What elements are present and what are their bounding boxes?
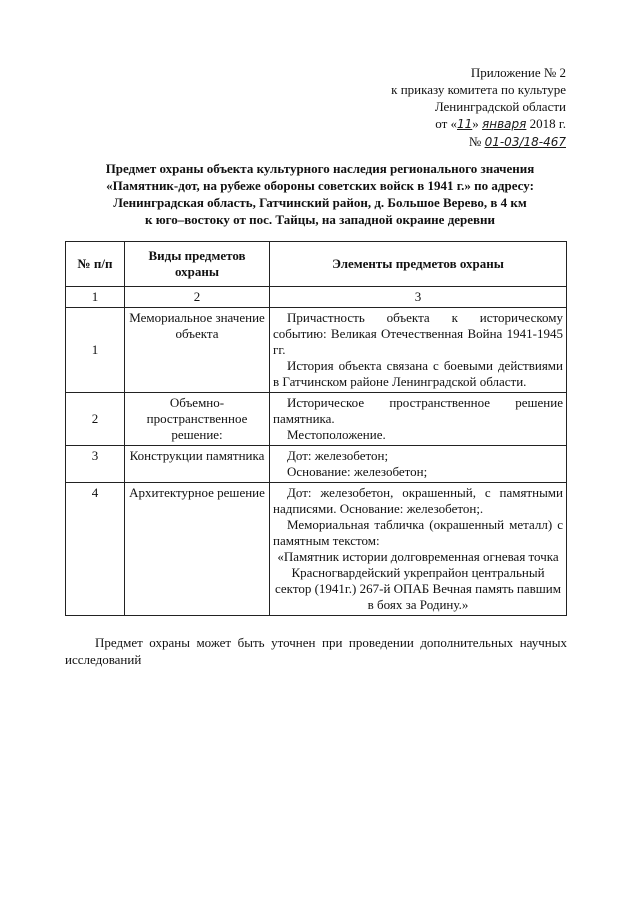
date-year: 2018 г. bbox=[526, 116, 566, 131]
memorial-quote: «Памятник истории долговременная огневая точка Красногвардейский укрепрайон центральный сектор (1941г.) 267-й ОПАБ Вечная память павшим в боях за Родину.» bbox=[274, 549, 561, 612]
element-text: Мемориальная табличка (окрашенный металл) с памятным текстом: bbox=[273, 517, 563, 548]
row-kind: Конструкции памятника bbox=[125, 446, 270, 483]
row-number: 3 bbox=[66, 446, 125, 483]
title-line-2: «Памятник-дот, на рубеже обороны советских войск в 1941 г.» по адресу: bbox=[106, 178, 534, 193]
number-prefix: № bbox=[468, 134, 485, 149]
numbering-cell-1: 1 bbox=[66, 287, 125, 308]
appendix-date bbox=[346, 115, 566, 133]
row-elements bbox=[270, 446, 567, 483]
row-elements bbox=[270, 393, 567, 446]
title-line-3: Ленинградская область, Гатчинский район, д. Большое Верево, в 4 км bbox=[113, 195, 527, 210]
element-text: Местоположение. bbox=[287, 427, 386, 442]
date-mid: » bbox=[472, 116, 483, 131]
element-text: Дот: железобетон, окрашенный, с памятными надписями. Основание: железобетон;. bbox=[273, 485, 563, 516]
title-line-4: к юго–востоку от пос. Тайцы, на западной окраине деревни bbox=[144, 212, 496, 227]
header-elements: Элементы предметов охраны bbox=[270, 242, 567, 287]
table-row bbox=[66, 483, 567, 616]
element-text: Основание: железобетон; bbox=[287, 464, 428, 479]
numbering-cell-2: 2 bbox=[125, 287, 270, 308]
appendix-order-ref: к приказу комитета по культуре bbox=[391, 82, 566, 97]
appendix-number bbox=[346, 133, 566, 151]
element-text: Историческое пространственное решение памятника. bbox=[273, 395, 563, 426]
table-row bbox=[66, 308, 567, 393]
document-title bbox=[60, 160, 580, 228]
row-elements bbox=[270, 483, 567, 616]
row-kind: Архитектурное решение bbox=[125, 483, 270, 616]
table-row bbox=[66, 393, 567, 446]
row-elements bbox=[270, 308, 567, 393]
table-header-row bbox=[66, 242, 567, 287]
element-text: История объекта связана с боевыми действиями в Гатчинском районе Ленинградской области. bbox=[273, 358, 563, 389]
footer-note: Предмет охраны может быть уточнен при проведении дополнительных научных исследований bbox=[65, 635, 567, 667]
date-month-handwritten: января bbox=[482, 117, 527, 131]
protection-table bbox=[65, 241, 567, 616]
header-number: № п/п bbox=[66, 242, 125, 287]
appendix-committee-region: Ленинградской области bbox=[434, 99, 566, 114]
row-kind: Объемно-пространственное решение: bbox=[125, 393, 270, 446]
element-text: Дот: железобетон; bbox=[287, 448, 389, 463]
appendix-block bbox=[346, 64, 566, 151]
date-prefix: от « bbox=[435, 116, 458, 131]
table-row bbox=[66, 446, 567, 483]
header-kind: Виды предметов охраны bbox=[125, 242, 270, 287]
table-numbering-row bbox=[66, 287, 567, 308]
row-number: 1 bbox=[66, 308, 125, 393]
element-text: Причастность объекта к историческому событию: Великая Отечественная Война 1941-1945 гг. bbox=[273, 310, 563, 357]
row-number: 2 bbox=[66, 393, 125, 446]
numbering-cell-3: 3 bbox=[270, 287, 567, 308]
row-kind: Мемориальное значение объекта bbox=[125, 308, 270, 393]
number-handwritten: 01-03/18-467 bbox=[484, 135, 566, 149]
row-number: 4 bbox=[66, 483, 125, 616]
title-line-1: Предмет охраны объекта культурного наследия регионального значения bbox=[105, 161, 535, 176]
appendix-title: Приложение № 2 bbox=[470, 65, 566, 80]
date-day-handwritten: 11 bbox=[457, 117, 473, 131]
